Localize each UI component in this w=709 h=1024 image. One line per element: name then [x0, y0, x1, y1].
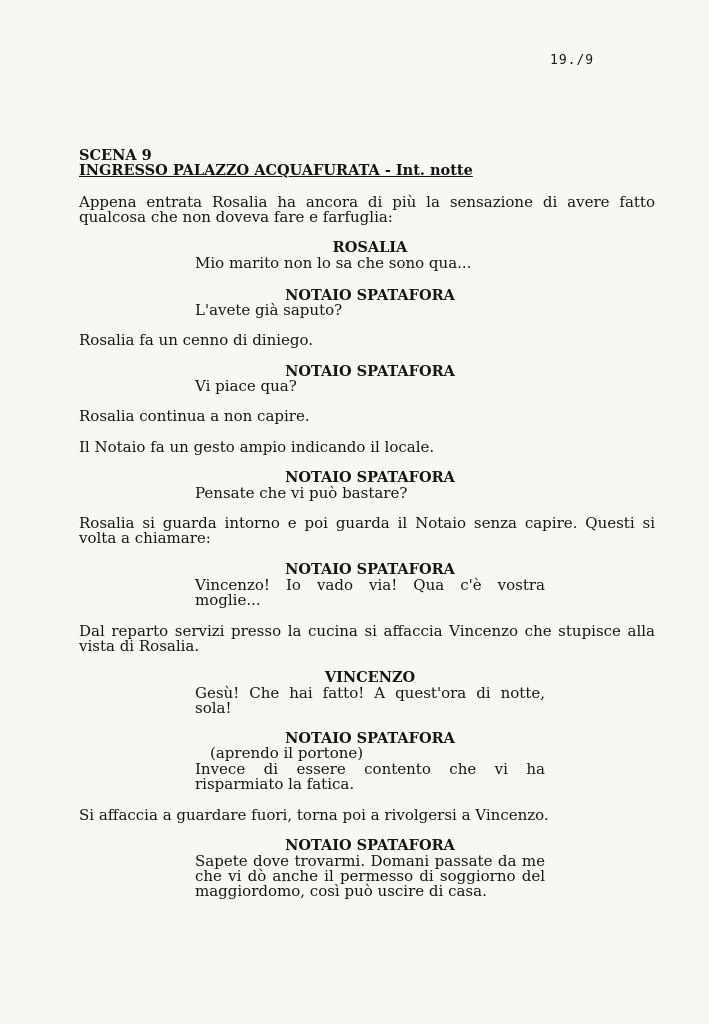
action-line: Rosalia continua a non capire. — [79, 407, 310, 425]
character-name: NOTAIO SPATAFORA — [285, 469, 455, 486]
action-line: Dal reparto servizi presso la cucina si affaccia Vincenzo che stupisce alla vista di Rosalia. — [79, 622, 655, 655]
dialogue: Vi piace qua? — [195, 377, 297, 395]
character-name: NOTAIO SPATAFORA — [285, 561, 455, 578]
dialogue: Sapete dove trovarmi. Domani passate da me che vi dò anche il permesso di soggiorno del maggiordomo, così può uscire di casa. — [195, 852, 545, 900]
character-name: NOTAIO SPATAFORA — [285, 363, 455, 380]
page-number: 19./9 — [550, 53, 595, 68]
scene-number: SCENA 9 — [79, 147, 152, 164]
dialogue: Vincenzo! Io vado via! Qua c'è vostra moglie... — [195, 576, 545, 609]
character-name: NOTAIO SPATAFORA — [285, 287, 455, 304]
action-line: Si affaccia a guardare fuori, torna poi a rivolgersi a Vincenzo. — [79, 806, 549, 824]
dialogue: Gesù! Che hai fatto! A quest'ora di notte, sola! — [195, 684, 545, 717]
dialogue: Pensate che vi può bastare? — [195, 484, 408, 502]
action-line: Rosalia si guarda intorno e poi guarda il Notaio senza capire. Questi si volta a chiamare: — [79, 514, 655, 547]
action-line: Il Notaio fa un gesto ampio indicando il locale. — [79, 438, 435, 456]
action-line: Appena entrata Rosalia ha ancora di più la sensazione di avere fatto qualcosa che non doveva fare e farfuglia: — [79, 193, 655, 226]
scene-slugline: INGRESSO PALAZZO ACQUAFURATA - Int. notte — [79, 162, 473, 179]
character-name: ROSALIA — [332, 239, 408, 256]
character-name: NOTAIO SPATAFORA — [285, 837, 455, 854]
dialogue: L'avete già saputo? — [195, 301, 343, 319]
dialogue: Mio marito non lo sa che sono qua... — [195, 254, 472, 272]
parenthetical: (aprendo il portone) — [210, 744, 364, 762]
character-name: VINCENZO — [324, 669, 416, 686]
dialogue: Invece di essere contento che vi ha risparmiato la fatica. — [195, 760, 545, 793]
character-name: NOTAIO SPATAFORA — [285, 730, 455, 747]
action-line: Rosalia fa un cenno di diniego. — [79, 331, 314, 349]
